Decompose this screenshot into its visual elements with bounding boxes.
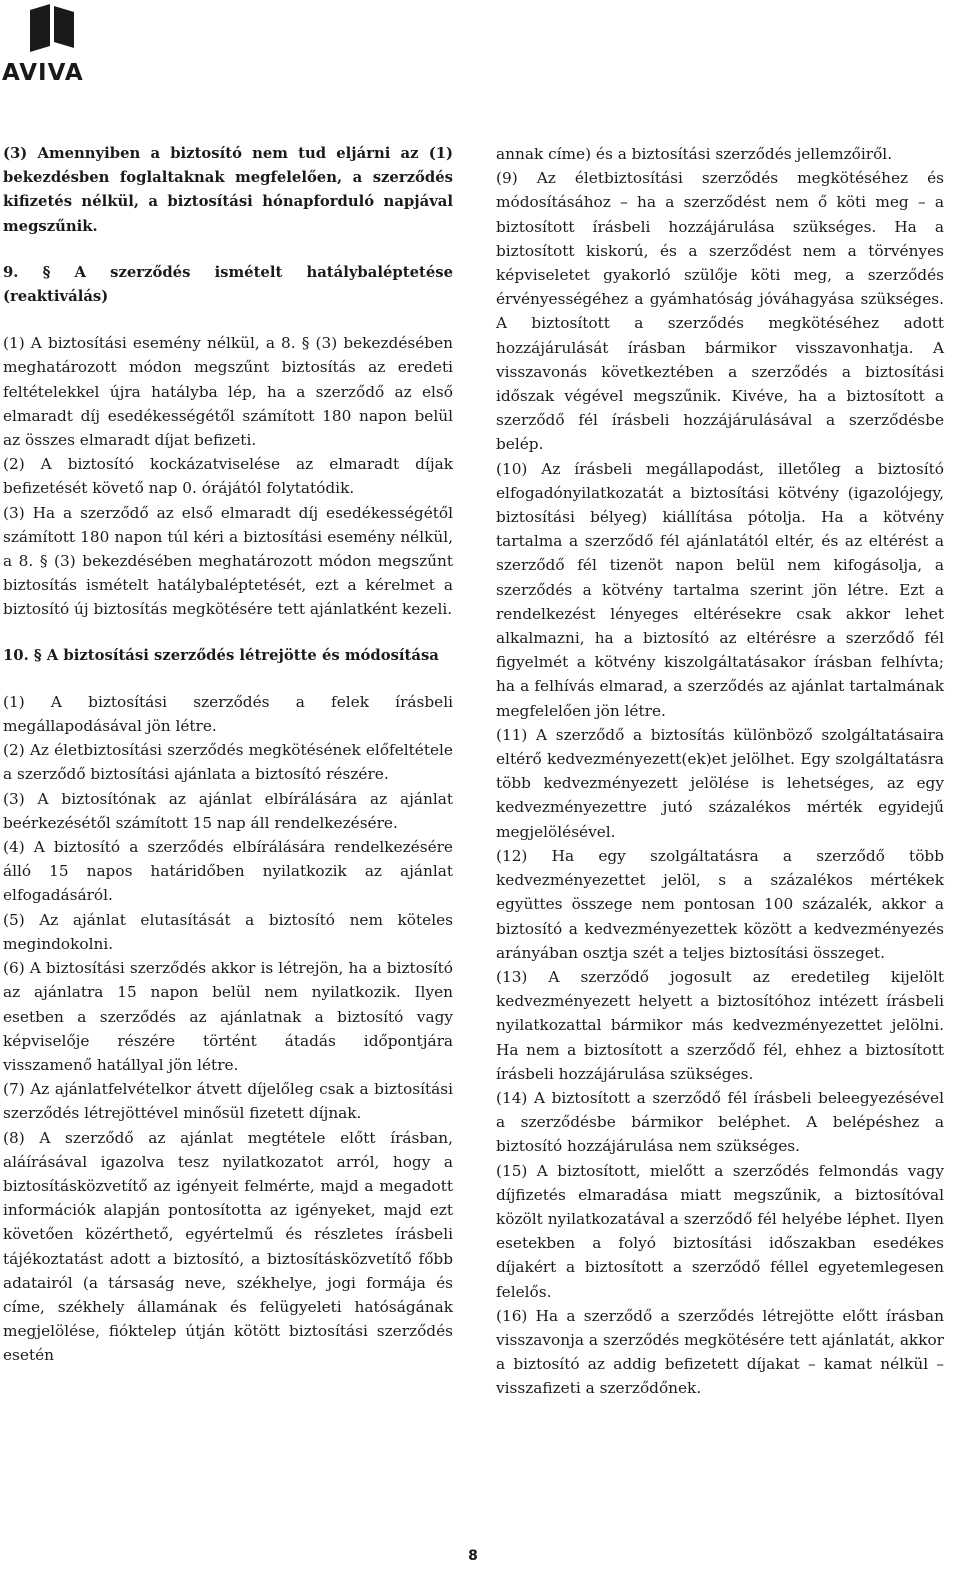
- aviva-logo-mark: [30, 4, 80, 52]
- right-column: [496, 142, 944, 1401]
- paragraph: annak címe) és a biztosítási szerződés jellemzőiről.: [496, 145, 893, 163]
- section-10-heading: 10. § A biztosítási szerződés létrejötte és módosítása: [3, 646, 439, 664]
- paragraph: (15) A biztosított, mielőtt a szerződés felmondás vagy díjfizetés elmaradása miatt megszűnik, a biztosítóval közölt nyilatkozatával a szerződő fél helyébe léphet. Ilyen esetekben a folyó biztosítási időszakban esedékes díjakért a biztosított a szerződő féllel egyetemlegesen felelős.: [496, 1161, 944, 1301]
- paragraph: (6) A biztosítási szerződés akkor is létrejön, ha a biztosító az ajánlatra 15 napon belül nem nyilatkozik. Ilyen esetben a szerződés az ajánlatnak a biztosító vagy képviselője részére történt átadás időpontjára visszamenő hatállyal jön létre.: [3, 959, 453, 1074]
- paragraph: (12) Ha egy szolgáltatásra a szerződő több kedvezményezettet jelöl, s a százalékos mértékek együttes összege nem pontosan 100 százalék, akkor a biztosító a kedvezményezettek között a kedvezményezés arányában osztja szét a teljes biztosítási összeget.: [496, 846, 944, 962]
- aviva-wordmark: AVIVA: [2, 60, 84, 86]
- paragraph: (2) A biztosító kockázatviselése az elmaradt díjak befizetését követő nap 0. órájától folytatódik.: [3, 455, 453, 498]
- paragraph: (2) Az életbiztosítási szerződés megkötésének előfeltétele a szerződő biztosítási ajánlata a biztosító részére.: [3, 741, 453, 784]
- paragraph: (11) A szerződő a biztosítás különböző szolgáltatásaira eltérő kedvezményezett(ek)et jelölhet. Egy szolgáltatásra több kedvezményezett jelölése is lehetséges, az egy kedvezményezettre jutó százalékos mérték egyidejű megjelölésével.: [496, 725, 944, 841]
- paragraph: (8) A szerződő az ajánlat megtétele előtt írásban, aláírásával igazolva tesz nyilatkozatot arról, hogy a biztosításközvetítő az igényeit felmérte, majd a megadott információk alapján pontosította az igényeket, majd ezt követően közérthető, egyértelmű és részletes írásbeli tájékoztatást adott a biztosító, a biztosításközvetítő főbb adatairól (a társaság neve, székhelye, jogi formája és címe, székhely államának és felügyeleti hatóságának megjelölése, fióktelep útján kötött biztosítási szerződés esetén: [3, 1128, 453, 1365]
- aviva-logo: [0, 4, 110, 84]
- paragraph: (7) Az ajánlatfelvételkor átvett díjelőleg csak a biztosítási szerződés létrejöttével minősül fizetett díjnak.: [3, 1080, 453, 1123]
- left-column: [3, 142, 453, 1368]
- paragraph: (5) Az ajánlat elutasítását a biztosító nem köteles megindokolni.: [3, 910, 453, 953]
- paragraph: (9) Az életbiztosítási szerződés megkötéséhez és módosításához – ha a szerződést nem ő köti meg – a biztosított írásbeli hozzájárulása szükséges. Ha a biztosított kiskorú, és a szerződést nem a törvényes képviseletet gyakorló szülője köti meg, a szerződés érvényességéhez a gyámhatóság jóváhagyása szükséges. A biztosított a szerződés megkötéséhez adott hozzájárulását írásban bármikor visszavonhatja. A visszavonás következtében a szerződés a biztosítási időszak végével megszűnik. Kivéve, ha a biztosított a szerződő fél írásbeli hozzájárulásával a szerződésbe belép.: [496, 169, 944, 454]
- paragraph: (3) A biztosítónak az ajánlat elbírálására az ajánlat beérkezésétől számított 15 nap áll rendelkezésére.: [3, 789, 453, 832]
- page-number: 8: [468, 1548, 478, 1564]
- paragraph: (16) Ha a szerződő a szerződés létrejötte előtt írásban visszavonja a szerződés megkötésére tett ajánlatát, akkor a biztosító az addig befizetett díjakat – kamat nélkül – visszafizeti a szerződőnek.: [496, 1306, 944, 1398]
- paragraph: (13) A szerződő jogosult az eredetileg kijelölt kedvezményezett helyett a biztosítóhoz intézett írásbeli nyilatkozattal bármikor más kedvezményezettet jelölni. Ha nem a biztosított a szerződő fél, ehhez a biztosított írásbeli hozzájárulása szükséges.: [496, 967, 944, 1083]
- section-9-heading: 9. § A szerződés ismételt hatálybaléptetése (reaktiválás): [3, 263, 453, 306]
- paragraph: (1) A biztosítási esemény nélkül, a 8. § (3) bekezdésében meghatározott módon megszűnt biztosítás az eredeti feltételekkel újra hatályba lép, ha a szerződő az első elmaradt díj esedékességétől számított 180 napon belül az összes elmaradt díjat befizeti.: [3, 334, 453, 450]
- paragraph: (10) Az írásbeli megállapodást, illetőleg a biztosító elfogadónyilatkozatát a biztosítási kötvény (igazolójegy, biztosítási bélyeg) kiállítása pótolja. Ha a kötvény tartalma a szerződő fél ajánlatától eltér, és az eltérést a szerződő fél tizenöt napon belül nem kifogásolja, a szerződés a kötvény tartalma szerint jön létre. Ezt a rendelkezést lényeges eltérésekre csak akkor lehet alkalmazni, ha a biztosító az eltérésre a szerződő fél figyelmét a kötvény kiszolgáltatásakor írásban felhívta; ha a felhívás elmarad, a szerződés az ajánlat tartalmának megfelelően jön létre.: [496, 459, 944, 720]
- paragraph: (3) Ha a szerződő az első elmaradt díj esedékességétől számított 180 napon túl kéri a biztosítási esemény nélkül, a 8. § (3) bekezdésében meghatározott módon megszűnt biztosítás ismételt hatálybaléptetését, ezt a kérelmet a biztosító új biztosítás megkötésére tett ajánlatként kezeli.: [3, 503, 453, 619]
- paragraph: (4) A biztosító a szerződés elbírálására rendelkezésére álló 15 napos határidőben nyilatkozik az ajánlat elfogadásáról.: [3, 838, 453, 905]
- paragraph: (1) A biztosítási szerződés a felek írásbeli megállapodásával jön létre.: [3, 692, 453, 736]
- paragraph: (14) A biztosított a szerződő fél írásbeli beleegyezésével a szerződésbe bármikor beléphet. A belépéshez a biztosító hozzájárulása nem szükséges.: [496, 1088, 944, 1156]
- paragraph-9-intro: (3) Amennyiben a biztosító nem tud eljárni az (1) bekezdésben foglaltaknak megfelelően, a szerződés kifizetés nélkül, a biztosítási hónapforduló napjával megszűnik.: [3, 145, 453, 235]
